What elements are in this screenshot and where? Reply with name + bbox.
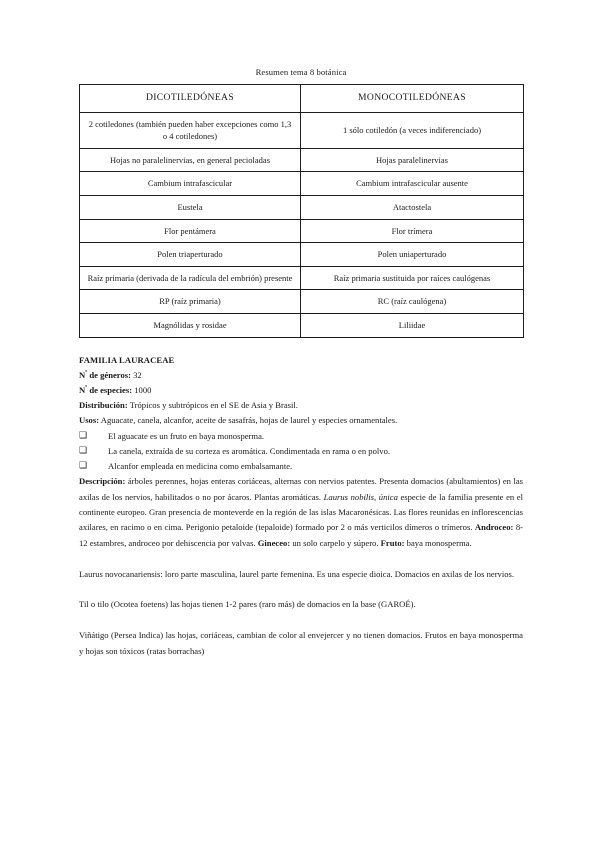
table-row: [80, 172, 524, 196]
column-header-dicotiledoneas: DICOTILEDÓNEAS: [80, 85, 301, 113]
cell-dicot: Eustela: [80, 195, 301, 219]
square-bullet-icon: ❑: [79, 430, 88, 441]
note-paragraph-til: Til o tilo (Ocotea foetens) las hojas tienen 1-2 pares (raro más) de domacios en la base (GAROÉ).: [79, 599, 416, 610]
gineceo-label: Gineceo:: [257, 537, 291, 548]
column-header-monocotiledoneas: MONOCOTILEDÓNEAS: [301, 85, 524, 113]
cell-monocot: Atactostela: [301, 195, 524, 219]
species-label: $N^º$ de especies:: [79, 384, 133, 395]
note-paragraph-vinatigo: Viñátigo (Persea Indica) las hojas, coriáceas, cambian de color al envejercer y no tienen domacios. Frutos en baya monosperma y hojas son tóxicos (ratas borrachas): [79, 630, 523, 656]
table-row: [80, 219, 524, 243]
cell-dicot: Flor pentámera: [80, 219, 301, 243]
species-name-italic: Laurus nobilis, única: [323, 491, 398, 502]
table-row: [80, 195, 524, 219]
cell-monocot: 1 sólo cotiledón (a veces indiferenciado): [301, 112, 524, 148]
cell-dicot: Polen triaperturado: [80, 243, 301, 267]
list-item-label: Alcanfor empleada en medicina como embalsamante.: [108, 460, 293, 471]
square-bullet-icon: ❑: [79, 460, 88, 471]
cell-dicot: Raíz primaria (derivada de la radícula del embrión) presente: [80, 266, 301, 290]
list-item: [79, 444, 523, 459]
list-item-label: La canela, extraída de su corteza es aromática. Condimentada en rama o en polvo.: [108, 445, 391, 456]
description-part4: un solo carpelo y súpero.: [290, 537, 381, 548]
note-paragraph-laurus: Laurus novocanariensis: loro parte masculina, laurel parte femenina. Es una especie dioica. Domacios en axilas de los nervios.: [79, 568, 515, 579]
distribution-label: Distribución:: [79, 400, 128, 411]
cell-monocot: RC (raíz caulógena): [301, 290, 524, 314]
genera-value: 32: [133, 369, 142, 380]
list-item: [79, 459, 523, 474]
cell-dicot: 2 cotiledones (también pueden haber excepciones como 1,3 o 4 cotiledones): [80, 112, 301, 148]
square-bullet-icon: ❑: [79, 445, 88, 456]
species-line: [79, 383, 523, 398]
uses-label: Usos:: [79, 415, 100, 426]
description-part2: especie de la familia presente en el continente europeo. Gran presencia de monteverde en la región de las islas Macaronésicas. Las flores reunidas en inflorescencias axilares, en racimo o en cima. Perigonio petaloide (tepaloide) formado por 2 o más verticilos dímeros o trímeros.: [79, 491, 523, 533]
ordinal-superscript: º: [85, 369, 88, 376]
page-title: Resumen tema 8 botánica: [255, 67, 347, 77]
species-value: 1000: [134, 384, 152, 395]
description-part5: baya monosperma.: [404, 537, 472, 548]
comparison-table: [79, 84, 524, 338]
description-paragraph: [79, 474, 523, 551]
androceo-label: Androceo:: [474, 522, 514, 533]
document-content: [79, 66, 523, 659]
genera-line: [79, 368, 523, 383]
table-row: [80, 243, 524, 267]
cell-monocot: Hojas paralelinervias: [301, 148, 524, 172]
fruto-label: Fruto:: [380, 537, 405, 548]
table-row: [80, 313, 524, 337]
family-heading: FAMILIA LAURACEAE: [79, 354, 175, 365]
cell-monocot: Liliidae: [301, 313, 524, 337]
table-row: [80, 148, 524, 172]
uses-bullet-list: [79, 429, 523, 475]
cell-dicot: Magnólidas y rosidae: [80, 313, 301, 337]
list-item: [79, 429, 523, 444]
description-part1: árboles perennes, hojas enteras coriáceas, alternas con nervios patentes. Presenta domacios (abultamientos) en las axilas de los nervios, habilitados o no por ácaros. Plantas aromáticas.: [79, 476, 523, 502]
genera-label: $N^º$ de géneros:: [79, 369, 131, 380]
description-label: Descripción:: [79, 476, 126, 487]
cell-monocot: Polen uniaperturado: [301, 243, 524, 267]
table-header-row: [80, 85, 524, 113]
description-part3: 8-12 estambres, androceo por dehiscencia por valvas.: [79, 522, 523, 548]
list-item-label: El aguacate es un fruto en baya monosperma.: [108, 430, 265, 441]
family-section: [79, 353, 523, 659]
distribution-line: [79, 398, 523, 413]
cell-dicot: Cambium intrafascicular: [80, 172, 301, 196]
uses-line: [79, 413, 523, 428]
cell-monocot: Cambium intrafascicular ausente: [301, 172, 524, 196]
distribution-value: Trópicos y subtrópicos en el SE de Asia y Brasil.: [129, 400, 298, 411]
ordinal-superscript: º: [85, 385, 88, 392]
cell-dicot: Hojas no paralelinervias, en general pecioladas: [80, 148, 301, 172]
table-row: [80, 266, 524, 290]
table-row: [80, 112, 524, 148]
uses-value: Aguacate, canela, alcanfor, aceite de sasafrás, hojas de laurel y especies ornamentales.: [100, 415, 398, 426]
table-row: [80, 290, 524, 314]
cell-monocot: Raíz primaria sustituida por raíces caulógenas: [301, 266, 524, 290]
cell-monocot: Flor trímera: [301, 219, 524, 243]
cell-dicot: RP (raíz primaria): [80, 290, 301, 314]
